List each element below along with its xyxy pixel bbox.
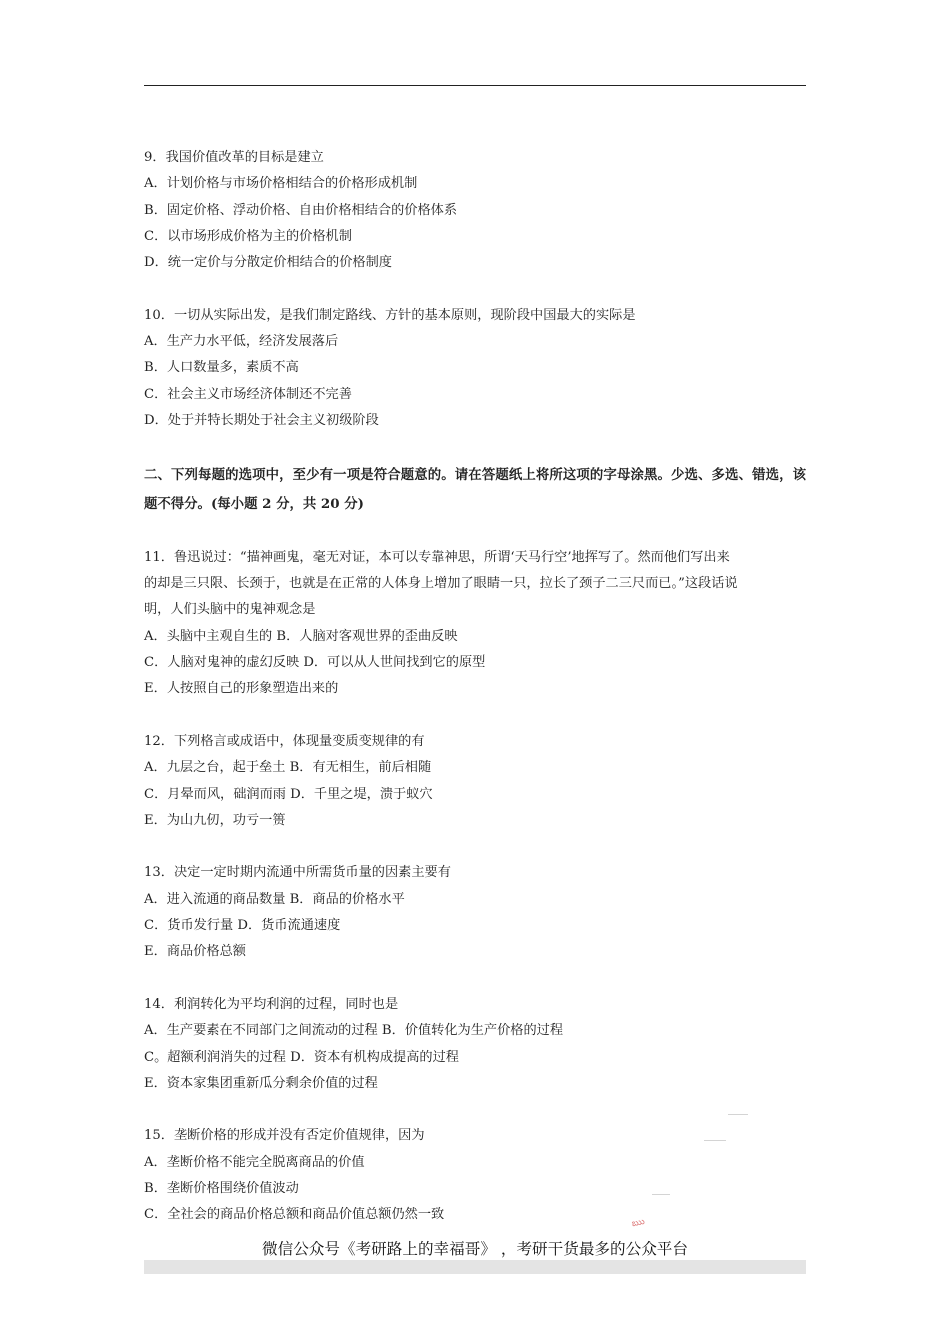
option-a-b: A．头脑中主观自生的 B．人脑对客观世界的歪曲反映 [144, 628, 458, 644]
question-11 [144, 545, 806, 703]
spacer [144, 434, 806, 460]
option-e: E．资本家集团重新瓜分剩余价值的过程 [144, 1075, 378, 1091]
option-a-b: A．进入流通的商品数量 B．商品的价格水平 [144, 891, 405, 907]
footer-text: 微信公众号《考研路上的幸福哥》 ，考研干货最多的公众平台 [262, 1240, 688, 1258]
question-stem: 15．垄断价格的形成并没有否定价值规律，因为 [144, 1128, 425, 1144]
question-stem: 9．我国价值改革的目标是建立 [144, 150, 324, 165]
option-b: B．固定价格、浮动价格、自由价格相结合的价格体系 [144, 202, 458, 218]
question-stem: 12．下列格言或成语中，体现量变质变规律的有 [144, 733, 425, 749]
option-e: E．商品价格总额 [144, 944, 246, 960]
option-a-b: A．九层之台，起于垒土 B．有无相生，前后相随 [144, 760, 432, 776]
scan-speck [728, 1114, 748, 1115]
section-2-instruction: 二、下列每题的选项中，至少有一项是符合题意的。请在答题纸上将所这项的字母涂黑。少选、多选、错选，该题不得分。(每小题 2 分，共 20 分) [144, 466, 806, 512]
option-e: E．为山九仞，功亏一篑 [144, 812, 286, 828]
spacer [144, 519, 806, 545]
option-e: E．人按照自己的形象塑造出来的 [144, 681, 339, 697]
question-stem-line: 的却是三只限、长颈于，也就是在正常的人体身上增加了眼睛一只，拉长了颈子二三尺而已。”这段话说 [144, 576, 738, 592]
footer-bar [144, 1260, 806, 1274]
question-stem: 13．决定一定时期内流通中所需货币量的因素主要有 [144, 865, 451, 881]
question-13 [144, 860, 806, 965]
header-rule [144, 85, 806, 86]
option-a: A．垄断价格不能完全脱离商品的价值 [144, 1154, 365, 1170]
option-a-b: A．生产要素在不同部门之间流动的过程 B．价值转化为生产价格的过程 [144, 1023, 564, 1039]
option-d: D．处于并特长期处于社会主义初级阶段 [144, 412, 379, 428]
question-14 [144, 992, 806, 1097]
option-b: B．人口数量多，素质不高 [144, 360, 299, 376]
question-stem: 14．利润转化为平均利润的过程，同时也是 [144, 996, 399, 1012]
question-9 [144, 145, 806, 276]
spacer [144, 966, 806, 992]
stamp-mark: ఋ [630, 1216, 646, 1230]
option-c-d: C．人脑对鬼神的虚幻反映 D．可以从人世间找到它的原型 [144, 655, 486, 671]
option-c-d: C．货币发行量 D．货币流通速度 [144, 918, 341, 934]
option-c: C．以市场形成价格为主的价格机制 [144, 228, 352, 244]
spacer [144, 834, 806, 860]
option-b: B．垄断价格围绕价值波动 [144, 1180, 299, 1196]
option-d: D．统一定价与分散定价相结合的价格制度 [144, 255, 392, 271]
option-c: C．全社会的商品价格总额和商品价值总额仍然一致 [144, 1207, 445, 1223]
question-stem-line: 11．鲁迅说过：“描神画鬼，毫无对证，本可以专靠神思，所谓‘天马行空’地挥写了。然而他们写出来 [144, 549, 730, 565]
option-a: A．计划价格与市场价格相结合的价格形成机制 [144, 176, 418, 192]
option-c-d: C。超额利润消失的过程 D．资本有机构成提高的过程 [144, 1049, 459, 1065]
option-c: C．社会主义市场经济体制还不完善 [144, 386, 352, 402]
question-10 [144, 303, 806, 434]
option-c-d: C．月晕而风，础润而雨 D．千里之堤，溃于蚁穴 [144, 786, 433, 802]
question-stem-line: 明，人们头脑中的鬼神观念是 [144, 602, 316, 618]
spacer [144, 1097, 806, 1123]
scan-speck [704, 1140, 726, 1141]
exam-content [144, 145, 806, 1229]
question-stem: 10．一切从实际出发，是我们制定路线、方针的基本原则，现阶段中国最大的实际是 [144, 307, 636, 323]
scan-speck [652, 1194, 670, 1195]
spacer [144, 276, 806, 302]
spacer [144, 703, 806, 729]
question-12 [144, 729, 806, 834]
option-a: A．生产力水平低，经济发展落后 [144, 334, 339, 350]
